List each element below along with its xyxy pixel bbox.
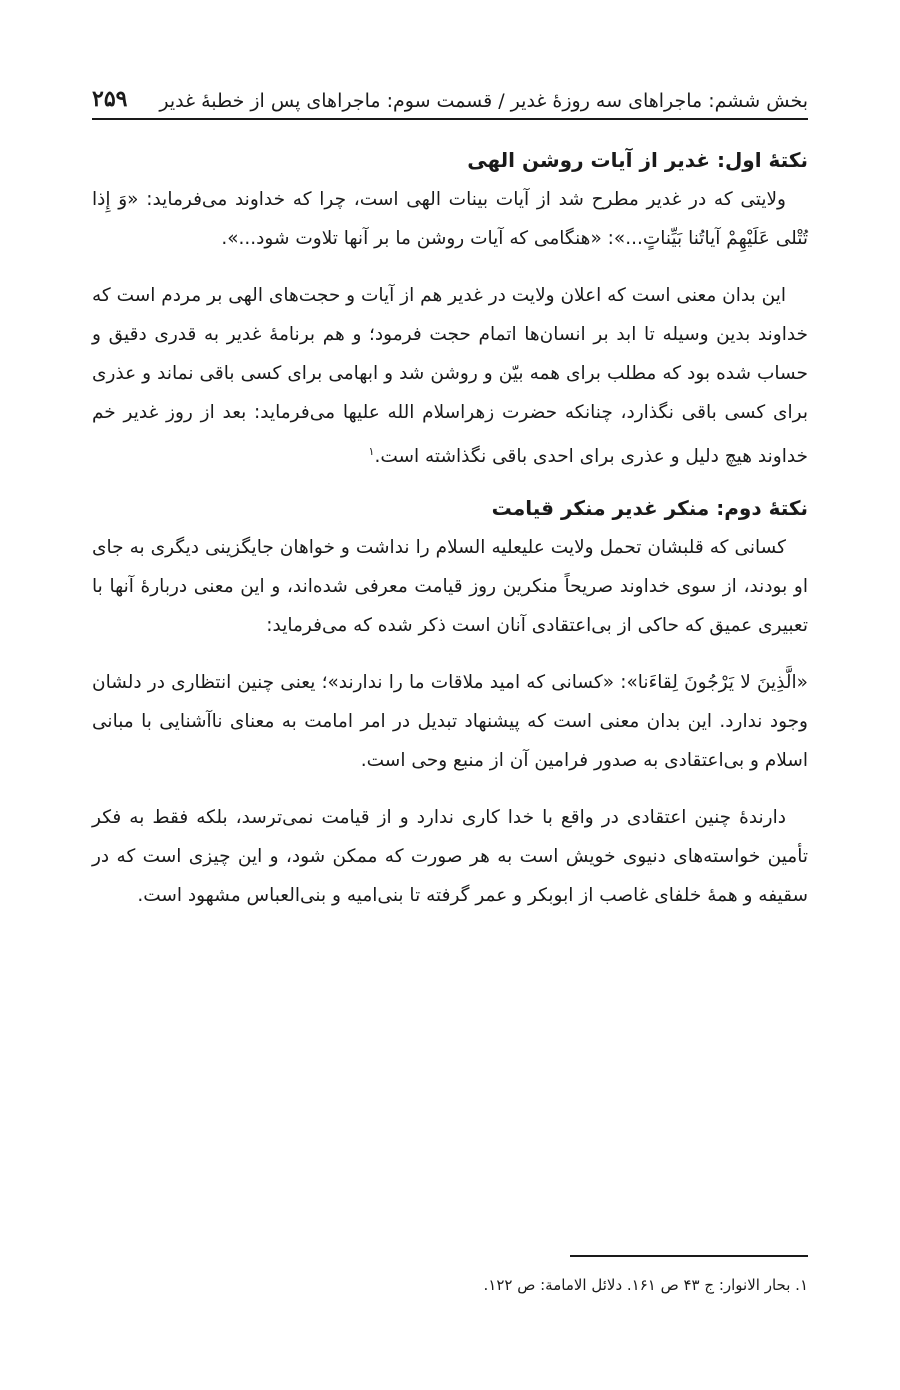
header-rule bbox=[92, 118, 808, 120]
section-heading-1: نکتهٔ اول: غدیر از آیات روشن الهی bbox=[467, 148, 808, 172]
page-body bbox=[92, 140, 808, 915]
running-header-title: بخش ششم: ماجراهای سه روزهٔ غدیر / قسمت سوم: ماجراهای پس از خطبهٔ غدیر bbox=[159, 90, 808, 112]
paragraph-spacer bbox=[92, 258, 808, 276]
paragraph: کسانی که قلبشان تحمل ولایت علیعلیه السلام را نداشت و خواهان جایگزینی دیگری به جای او بودند، از سوی خداوند صریحاً منکرین روز قیامت معرفی شده‌اند، و این معنی دربارهٔ آنها با تعبیری عمیق که حاکی از بی‌اعتقادی آنان است ذکر شده که می‌فرماید: bbox=[92, 537, 808, 637]
footnote-mark: ۱ bbox=[368, 445, 375, 458]
paragraph-spacer bbox=[92, 476, 808, 488]
paragraph: «الَّذِینَ لا یَرْجُونَ لِقاءَنا»: «کسانی که امید ملاقات ما را ندارند»؛ یعنی چنین انتظاری در دلشان وجود ندارد. این بدان معنی است که پیشنهاد تبدیل در امر امامت به معنای ناآشنایی با مبانی اسلام و بی‌اعتقادی به صدور فرامین آن از منبع وحی است. bbox=[92, 672, 808, 772]
footnote-rule bbox=[570, 1255, 808, 1257]
page-number: ۲۵۹ bbox=[92, 86, 128, 112]
paragraph: دارندهٔ چنین اعتقادی در واقع با خدا کاری ندارد و از قیامت نمی‌ترسد، بلکه فقط به فکر تأمین خواسته‌های دنیوی خویش است به هر صورت که ممکن شود، و این چیزی است که در سقیفه و همهٔ خلفای غاصب از ابوبکر و عمر گرفته تا بنی‌امیه و بنی‌العباس مشهود است. bbox=[92, 807, 808, 907]
footnote: ۱. بحار الانوار: ج ۴۳ ص ۱۶۱. دلائل الامامة: ص ۱۲۲. bbox=[483, 1276, 808, 1294]
paragraph: ولایتی که در غدیر مطرح شد از آیات بینات الهی است، چرا که خداوند می‌فرماید: «وَ إِذا تُتْلی عَلَیْهِمْ آیاتُنا بَیِّناتٍ...»: «هنگامی که آیات روشن ما بر آنها تلاوت شود...». bbox=[92, 189, 808, 249]
paragraph-spacer bbox=[92, 780, 808, 798]
paragraph bbox=[92, 276, 808, 476]
section-heading-2: نکتهٔ دوم: منکر غدیر منکر قیامت bbox=[491, 496, 808, 521]
running-header bbox=[92, 72, 808, 112]
paragraph-text: این بدان معنی است که اعلان ولایت در غدیر هم از آیات و حجت‌های الهی بر مردم است که خداوند بدین وسیله تا ابد بر انسان‌ها اتمام حجت فرمود؛ و هم برنامهٔ غدیر به قدری دقیق و حساب شده بود که مطلب برای همه بیّن و روشن شد و ابهامی برای کسی باقی نماند و عذری برای کسی باقی نگذارد، چنانکه حضرت زهراسلام الله علیها می‌فرماید: بعد از روز غدیر خم خداوند هیچ دلیل و عذری برای احدی باقی نگذاشته است. bbox=[92, 285, 808, 468]
book-page bbox=[92, 0, 808, 1390]
paragraph-spacer bbox=[92, 645, 808, 663]
